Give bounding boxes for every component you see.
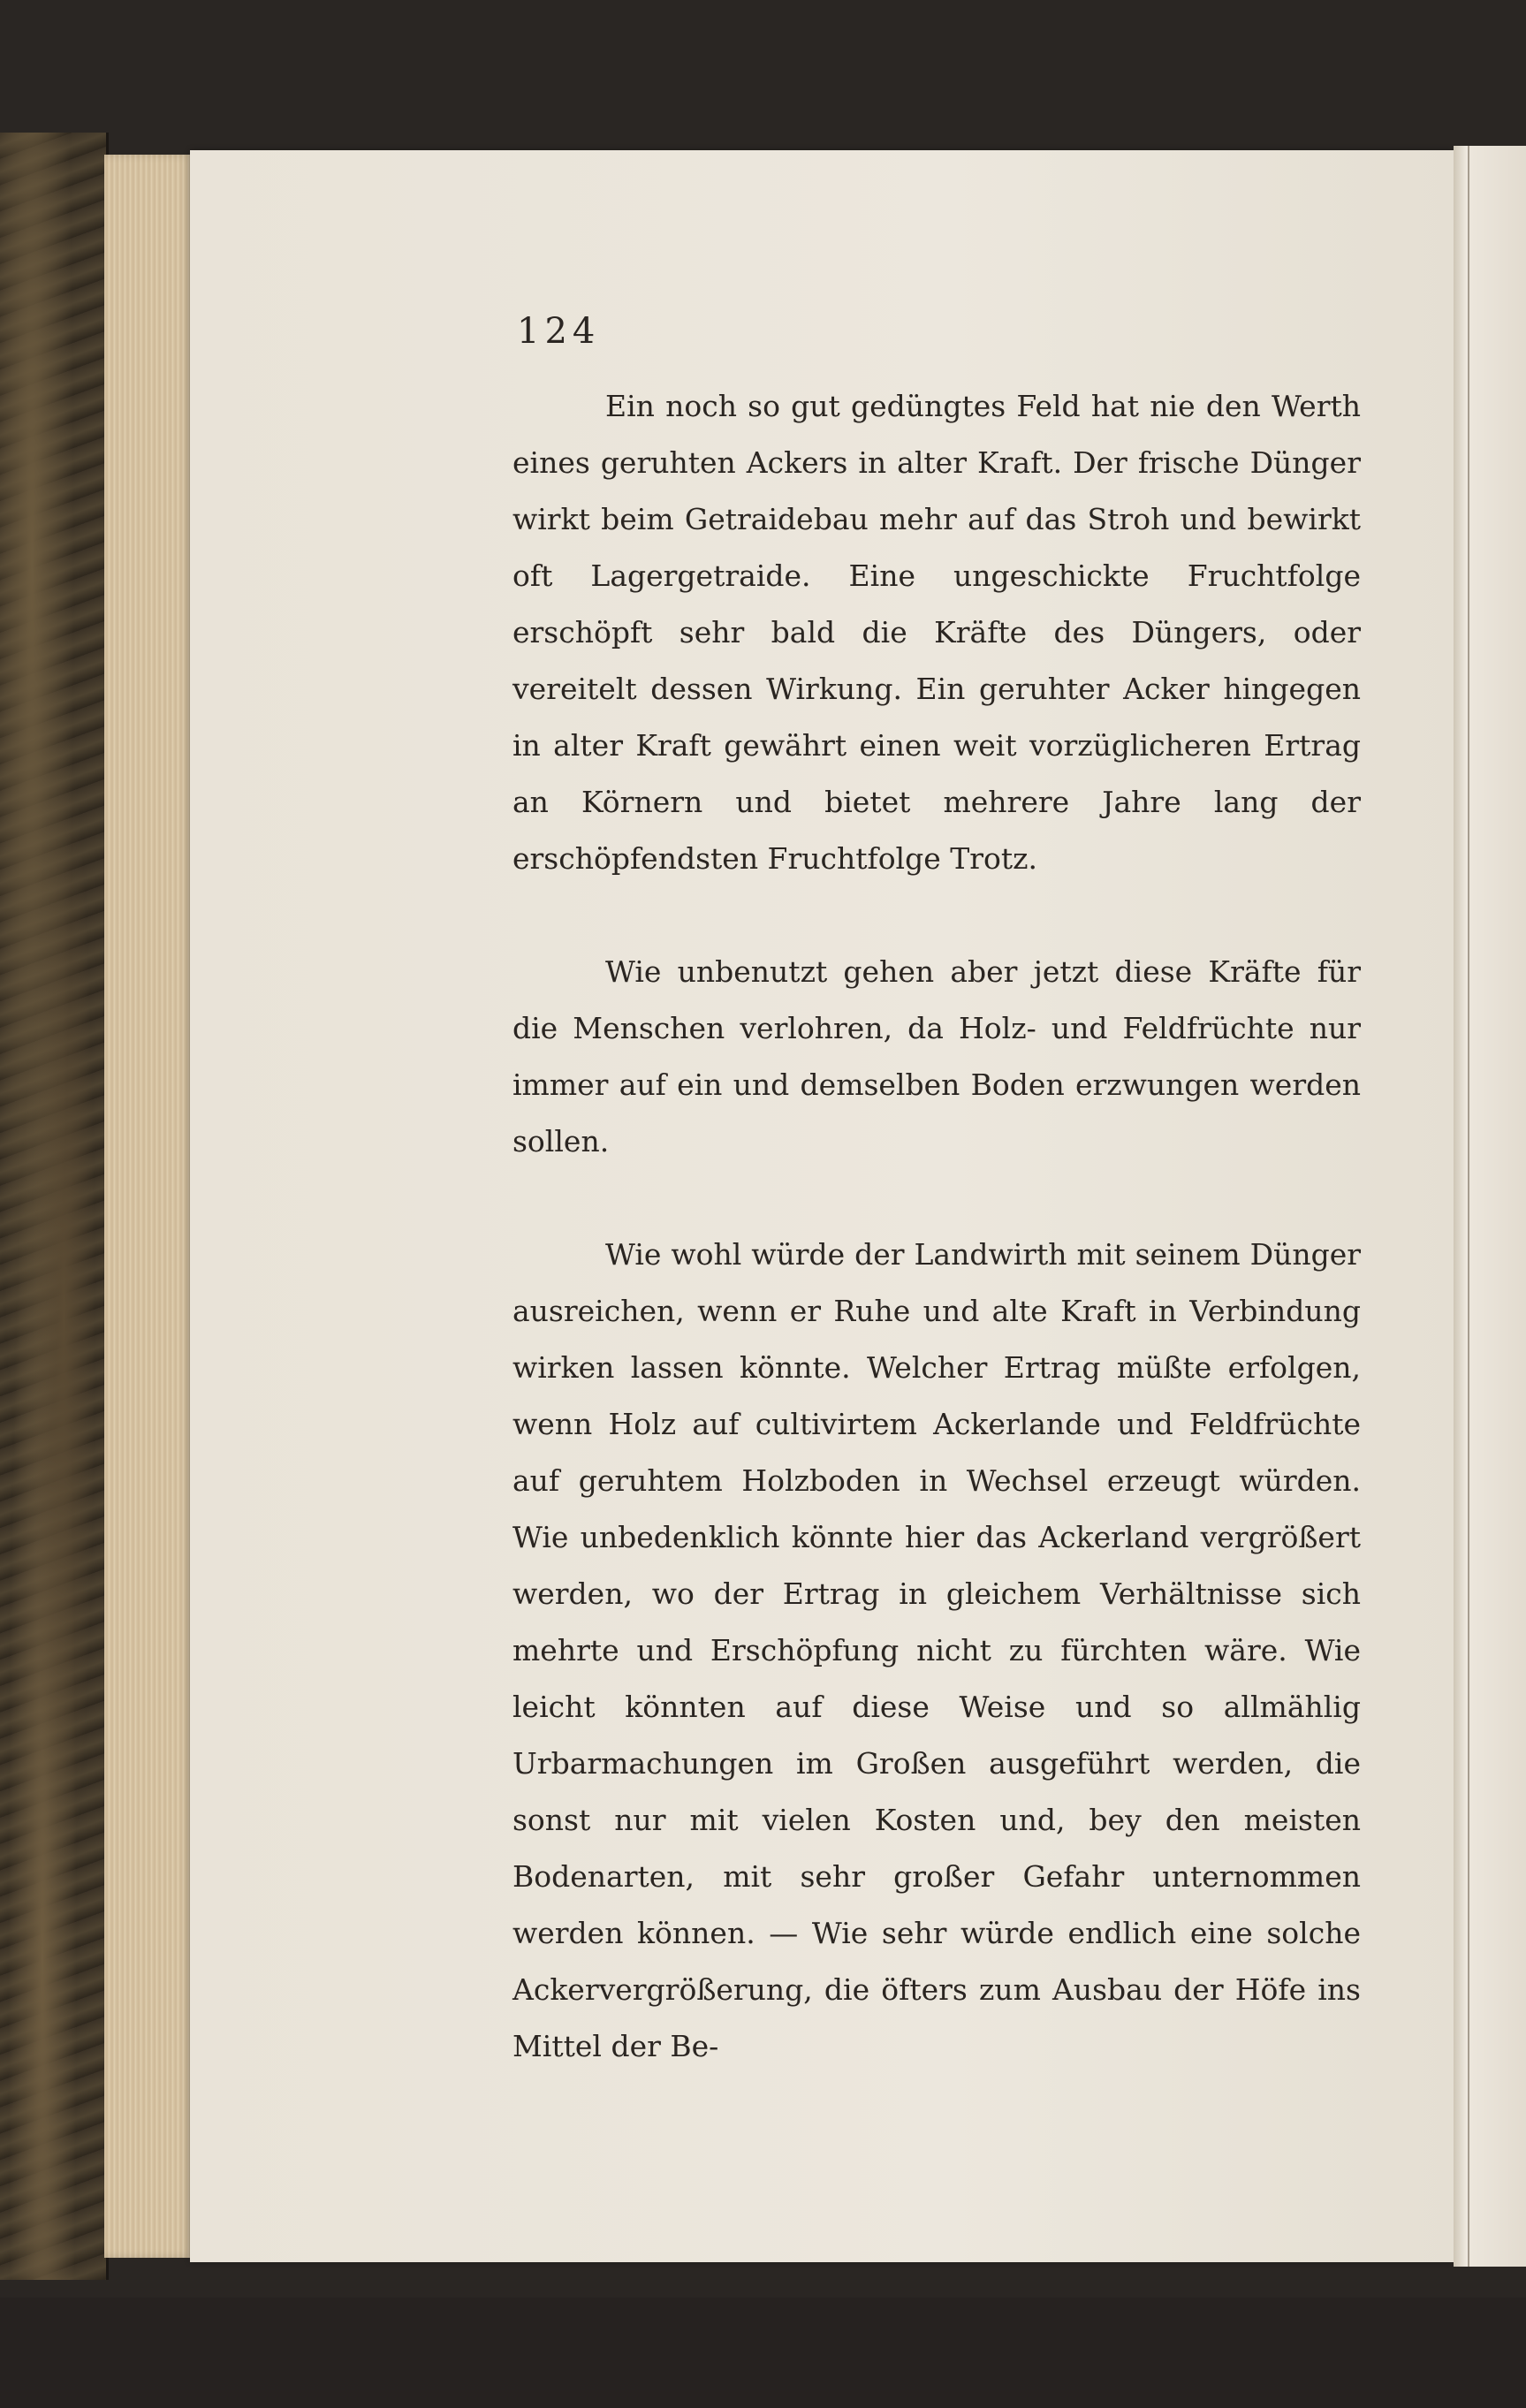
page-stack-edge bbox=[104, 155, 193, 2258]
opposite-page-edge bbox=[1468, 146, 1526, 2267]
page-number: 124 bbox=[517, 311, 601, 352]
book-cover-board bbox=[0, 133, 109, 2280]
paragraph: Wie wohl würde der Landwirth mit seinem Dünger ausreichen, wenn er Ruhe und alte Kraft in Verbindung wirken lassen könnte. Welcher Ertrag müßte erfolgen, wenn Holz auf cultivirtem Ackerlande und Feldfrüchte auf geruhtem Holzboden in Wechsel erzeugt würden. Wie unbedenklich könnte hier das Ackerland vergrößert werden, wo der Ertrag in gleichem Verhältnisse sich mehrte und Erschöpfung nicht zu fürchten wäre. Wie leicht könnten auf diese Weise und so allmählig Urbarmachungen im Großen ausgeführt werden, die sonst nur mit vielen Kosten und, bey den meisten Bodenarten, mit sehr großer Gefahr unternommen werden können. — Wie sehr würde endlich eine solche Ackervergrößerung, die öfters zum Ausbau der Höfe ins Mittel der Be- bbox=[512, 1237, 1361, 2063]
page-text-block bbox=[512, 378, 1361, 2075]
page-gutter bbox=[1454, 146, 1468, 2267]
paragraph: Ein noch so gut gedüngtes Feld hat nie den Werth eines geruhten Ackers in alter Kraft. Der frische Dünger wirkt beim Getraidebau mehr auf das Stroh und bewirkt oft Lagergetraide. Eine ungeschickte Fruchtfolge erschöpft sehr bald die Kräfte des Düngers, oder vereitelt dessen Wirkung. Ein geruhter Acker hingegen in alter Kraft gewährt einen weit vorzüglicheren Ertrag an Körnern und bietet mehrere Jahre lang der erschöpfendsten Fruchtfolge Trotz. bbox=[512, 389, 1361, 876]
paragraph: Wie unbenutzt gehen aber jetzt diese Kräfte für die Menschen verlohren, da Holz- und Feldfrüchte nur immer auf ein und demselben Boden erzwungen werden sollen. bbox=[512, 954, 1361, 1158]
background bbox=[0, 2298, 1526, 2408]
